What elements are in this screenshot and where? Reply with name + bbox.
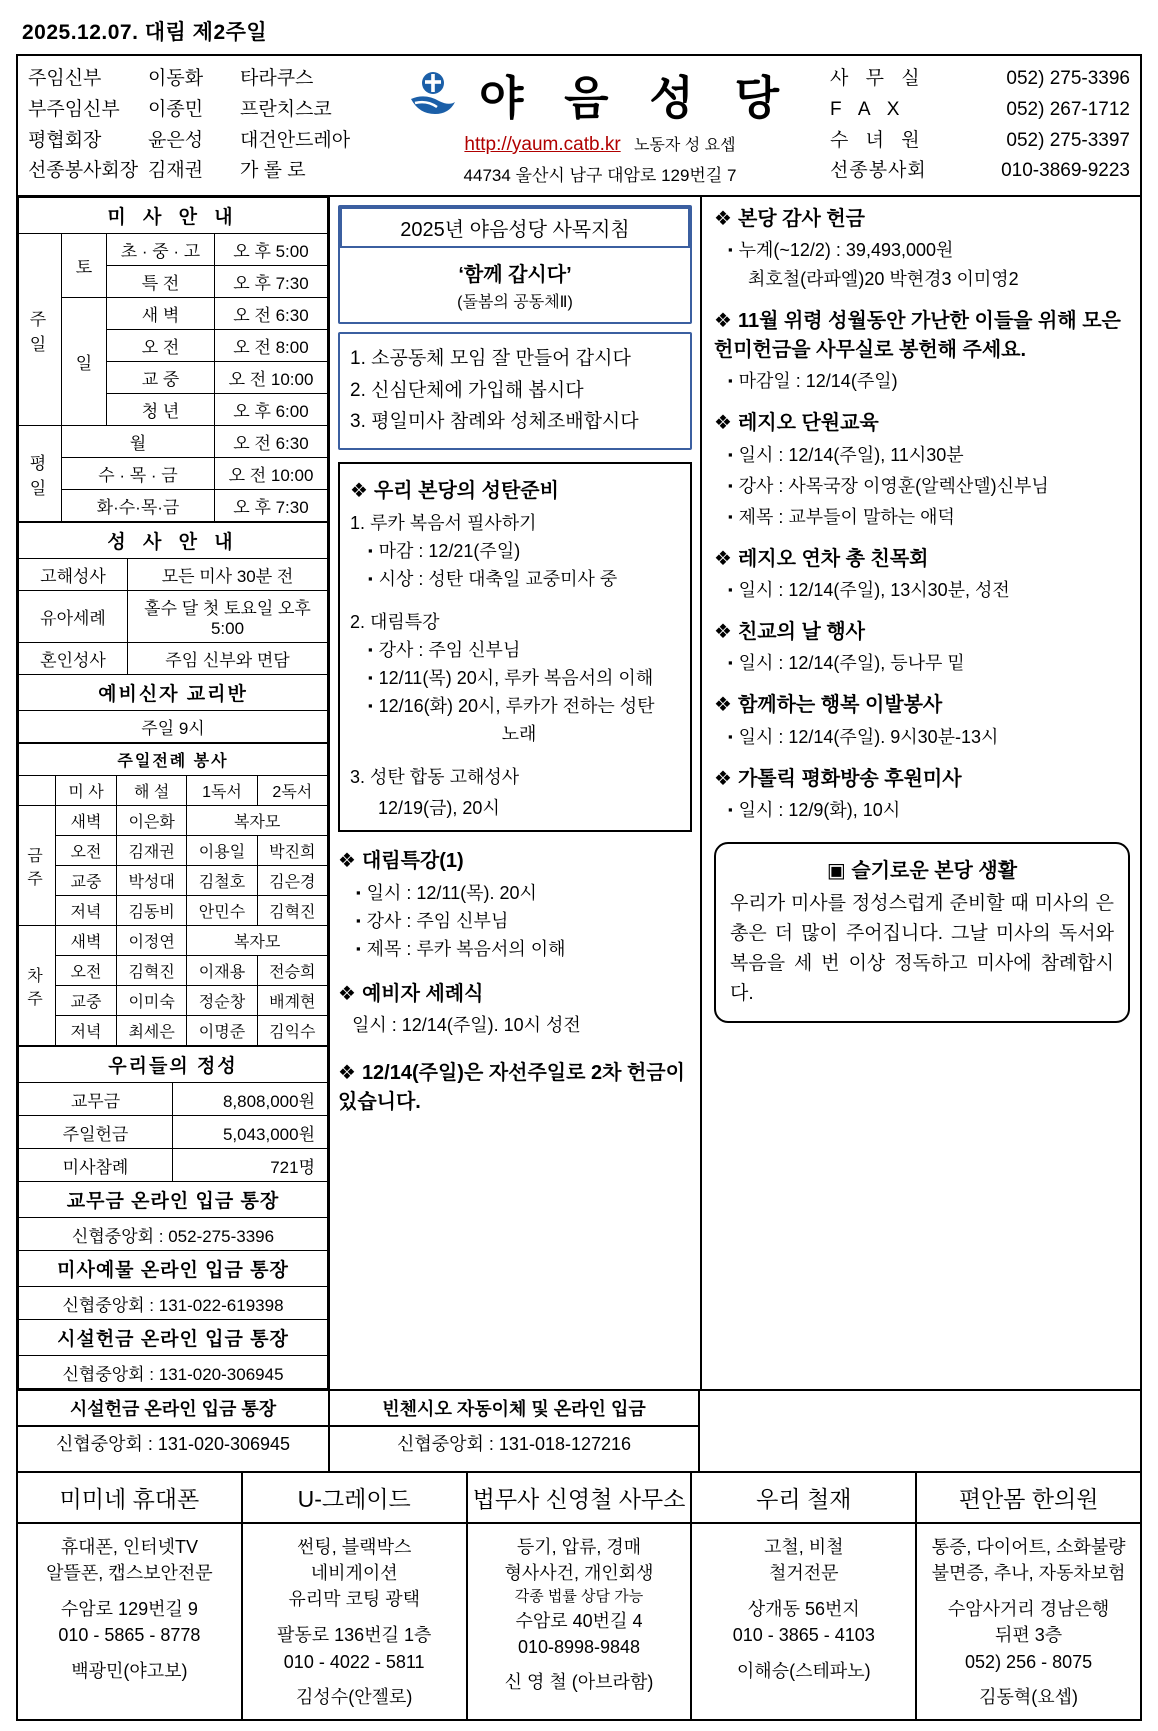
ad-phone: 010 - 4022 - 5811 (283, 1651, 425, 1672)
liturgy-mass: 오전 (56, 836, 117, 866)
offering-label: 교무금 (19, 1083, 173, 1116)
mass-name: 수 · 목 · 금 (62, 458, 215, 490)
parish-url-link[interactable]: http://yaum.catb.kr (464, 134, 621, 155)
mass-name: 화·수·목·금 (62, 490, 215, 522)
bullet-icon: ▪ (728, 582, 733, 598)
christmas-item-2-line: ▪ 강사 : 주임 신부님 (368, 639, 521, 660)
bullet-icon: ▪ (728, 446, 733, 462)
pastoral-item: 3. 평일미사 참례와 성체조배합시다 (350, 411, 639, 433)
christmas-title-text: 우리 본당의 성탄준비 (373, 479, 559, 502)
account-value-2: 신협중앙회 : 131-020-306945 (19, 1356, 328, 1389)
ad-contact: 수암사거리 경남은행 (947, 1599, 1110, 1620)
square-icon: ▣ (826, 860, 846, 883)
christmas-item-1-line: ▪ 시상 : 성탄 대축일 교중미사 중 (368, 568, 618, 589)
notice-line: ▪ 일시 : 12/14(주일), 11시30분 (728, 444, 964, 465)
wise-parish-life-box (714, 842, 1130, 1023)
ad-owner: 신 영 철 (아브라함) (504, 1672, 654, 1693)
ad-contact: 팔동로 136번길 1층 (277, 1625, 432, 1646)
staff-saint: 프란치스코 (240, 98, 332, 120)
notice-title: ❖ 함께하는 행복 이발봉사 (714, 694, 943, 717)
liturgy-reader: 복자모 (187, 806, 328, 836)
ad-note: 각종 법률 상담 가능 (514, 1588, 644, 1606)
mass-time: 오 후 7:30 (215, 490, 328, 522)
ad-owner: 김성수(안젤로) (296, 1686, 413, 1707)
notice-legio-gathering (714, 545, 1130, 604)
notice-line: ▪ 일시 : 12/14(주일), 등나무 밑 (728, 653, 965, 674)
liturgy-commentator: 김혁진 (117, 956, 187, 986)
christmas-item-2-line: ▪ 12/11(목) 20시, 루카 복음서의 이해 (368, 667, 654, 688)
sacrament-value: 홀수 달 첫 토요일 오후 5:00 (128, 591, 328, 643)
diamond-icon: ❖ (714, 694, 732, 717)
sacrament-label: 고해성사 (19, 559, 128, 591)
ad-owner: 이해승(스테파노) (736, 1660, 871, 1681)
christmas-item-2-extra: 노래 (501, 723, 537, 744)
notice-line: ▪ 마감일 : 12/14(주일) (728, 371, 898, 392)
bullet-icon: ▪ (728, 242, 733, 258)
liturgy-col-reading2: 2독서 (257, 776, 327, 806)
notice-line: ▪ 일시 : 12/9(화), 10시 (728, 800, 901, 821)
contact-label: 사 무 실 (830, 68, 926, 89)
liturgy-reader2: 김은경 (257, 866, 327, 896)
ad-mimine-phone[interactable] (18, 1473, 243, 1718)
advent-lecture-title: ❖ 대림특강(1) (338, 849, 464, 872)
liturgy-mass: 저녁 (56, 896, 117, 926)
sacrament-title: 성 사 안 내 (19, 523, 328, 559)
notice-cpbc-mass (714, 765, 1130, 824)
mass-schedule-table (18, 197, 328, 522)
bullet-icon: ▪ (356, 884, 361, 900)
notice-title: ❖ 본당 감사 헌금 (714, 208, 865, 231)
staff-title: 선종봉사회장 (28, 160, 139, 182)
ad-law-office[interactable] (468, 1473, 693, 1718)
notice-title: ❖ 가톨릭 평화방송 후원미사 (714, 767, 962, 790)
liturgy-commentator: 이정연 (117, 926, 187, 956)
advent-lecture-block (338, 844, 692, 961)
contact-value: 052) 275-3397 (1006, 129, 1130, 151)
ad-line: 통증, 다이어트, 소화불량 (931, 1537, 1126, 1558)
ad-title: 편안몸 한의원 (917, 1473, 1140, 1524)
contact-label: 수 녀 원 (830, 129, 926, 151)
liturgy-reader2: 전승희 (257, 956, 327, 986)
ad-contact: 수암로 40번길 4 (515, 1611, 643, 1632)
contact-value: 010-3869-9223 (1001, 160, 1130, 182)
ad-line: 네비게이션 (310, 1563, 398, 1584)
offering-value: 5,043,000원 (173, 1116, 328, 1149)
bullet-icon: ▪ (728, 373, 733, 389)
liturgy-mass: 저녁 (56, 1016, 117, 1046)
pastoral-quote: ‘함께 갑시다’ (458, 264, 572, 287)
notice-donors: 최호철(라파엘)20 박현경3 이미영2 (748, 269, 1019, 290)
mass-name: 오 전 (107, 330, 215, 362)
liturgy-service-table (18, 743, 328, 1046)
diamond-icon: ❖ (714, 621, 732, 644)
christmas-preparation-box (338, 462, 692, 832)
mass-group-weekday: 평 일 (19, 426, 62, 522)
mass-name: 새 벽 (107, 298, 215, 330)
right-column (702, 197, 1140, 1389)
liturgy-col-reading1: 1독서 (187, 776, 257, 806)
offering-value: 8,808,000원 (173, 1083, 328, 1116)
notice-line: ▪ 일시 : 12/14(주일), 13시30분, 성전 (728, 580, 1010, 601)
worker-patron: 노동자 성 요셉 (633, 137, 736, 154)
advent-lecture-line: ▪ 제목 : 루카 복음서의 이해 (356, 938, 566, 959)
notice-line: ▪ 제목 : 교부들이 말하는 애덕 (728, 506, 955, 527)
sacrament-value: 모든 미사 30분 전 (128, 559, 328, 591)
ad-contact: 수암로 129번길 9 (60, 1599, 198, 1620)
ad-title: U-그레이드 (243, 1473, 466, 1524)
offering-value: 721명 (173, 1149, 328, 1182)
notice-thanksgiving-offering (714, 205, 1130, 293)
mass-name: 특 전 (107, 266, 215, 298)
staff-row (28, 126, 368, 157)
bulletin-body (16, 197, 1142, 1391)
account-strip-filler (700, 1391, 1140, 1471)
bulletin-header (16, 54, 1142, 197)
contact-list (826, 56, 1140, 195)
liturgy-mass: 새벽 (56, 806, 117, 836)
liturgy-reader2: 배계현 (257, 986, 327, 1016)
ad-line: 고철, 비철 (764, 1537, 844, 1558)
account-value-1: 신협중앙회 : 131-022-619398 (19, 1287, 328, 1320)
catechumen-value: 주일 9시 (19, 711, 328, 743)
contact-label: F A X (830, 98, 906, 120)
ad-title: 우리 철재 (692, 1473, 915, 1524)
ad-title: 미미네 휴대폰 (18, 1473, 241, 1524)
diamond-icon: ❖ (338, 1061, 356, 1084)
account-title-0: 교무금 온라인 입금 통장 (19, 1182, 328, 1218)
mass-time: 오 전 10:00 (215, 458, 328, 490)
catechumen-title: 예비신자 교리반 (19, 675, 328, 711)
mass-sub-sun: 일 (62, 298, 107, 426)
notice-title: ❖ 11월 위령 성월동안 가난한 이들을 위해 모은 헌미헌금을 사무실로 봉헌해 주세요. (714, 310, 1121, 361)
left-column (18, 197, 330, 1389)
liturgy-commentator: 김재권 (117, 836, 187, 866)
diamond-icon: ❖ (714, 208, 732, 231)
notice-title: ❖ 레지오 연차 총 친목회 (714, 547, 929, 570)
liturgy-reader2: 박진희 (257, 836, 327, 866)
staff-name: 이종민 (148, 98, 204, 120)
liturgy-reader2: 김혁진 (257, 896, 327, 926)
notice-haircut-service (714, 691, 1130, 750)
liturgy-reader1: 안민수 (187, 896, 257, 926)
ad-woori-steel[interactable] (692, 1473, 917, 1718)
bullet-icon: ▪ (728, 802, 733, 818)
liturgy-commentator: 이은화 (117, 806, 187, 836)
staff-list (18, 56, 374, 195)
mass-time: 오 전 6:30 (215, 426, 328, 458)
contact-row (830, 156, 1130, 187)
mass-time: 오 후 5:00 (215, 234, 328, 266)
ad-u-grade[interactable] (243, 1473, 468, 1718)
facility-account (18, 1391, 330, 1471)
ad-owner: 김동혁(요셉) (979, 1686, 1079, 1707)
staff-saint: 타라쿠스 (240, 68, 314, 89)
christmas-item-1: 1. 루카 복음서 필사하기 (350, 512, 537, 533)
staff-title: 주임신부 (28, 68, 102, 89)
mass-time: 오 후 7:30 (215, 266, 328, 298)
pastoral-items-box (338, 332, 692, 450)
pastoral-subtitle: (돌봄의 공동체Ⅱ) (457, 294, 573, 312)
notice-line: ▪ 누계(~12/2) : 39,493,000원 (728, 240, 954, 261)
mass-schedule-title: 미 사 안 내 (19, 198, 328, 234)
account-title-1: 미사예물 온라인 입금 통장 (19, 1251, 328, 1287)
liturgy-reader1: 이재용 (187, 956, 257, 986)
mass-time: 오 후 6:00 (215, 394, 328, 426)
notice-rice-offering (714, 307, 1130, 395)
facility-account-value: 신협중앙회 : 131-020-306945 (55, 1434, 291, 1455)
mass-group-sunday: 주 일 (19, 234, 62, 426)
mass-name: 월 (62, 426, 215, 458)
liturgy-mass: 교중 (56, 866, 117, 896)
staff-title: 평협회장 (28, 129, 102, 151)
ad-phone: 010 - 3865 - 4103 (732, 1625, 875, 1646)
staff-name: 이동화 (148, 68, 204, 89)
staff-saint: 가 롤 로 (240, 160, 306, 182)
diamond-icon: ❖ (338, 849, 356, 872)
mass-name: 초 · 중 · 고 (107, 234, 215, 266)
liturgy-mass: 오전 (56, 956, 117, 986)
bullet-icon: ▪ (728, 728, 733, 744)
offering-table (18, 1046, 328, 1389)
staff-name: 윤은성 (148, 129, 204, 151)
notice-legio-education (714, 409, 1130, 530)
ad-line: 불면증, 추나, 자동차보험 (931, 1563, 1126, 1584)
liturgy-reader1: 정순창 (187, 986, 257, 1016)
mass-time: 오 전 8:00 (215, 330, 328, 362)
mass-time: 오 전 6:30 (215, 298, 328, 330)
middle-column (330, 197, 702, 1389)
baptism-title: ❖ 예비자 세례식 (338, 982, 484, 1005)
contact-row (830, 64, 1130, 95)
mass-sub-sat: 토 (62, 234, 107, 298)
notice-line: ▪ 강사 : 사목국장 이영훈(알렉산델)신부님 (728, 475, 1049, 496)
mass-name: 청 년 (107, 394, 215, 426)
liturgy-week-label: 차 주 (19, 926, 56, 1046)
ad-phone: 052) 256 - 8075 (965, 1651, 1093, 1672)
pastoral-item: 1. 소공동체 모임 잘 만들어 갑시다 (350, 348, 631, 370)
baptism-line: 일시 : 12/14(주일). 10시 성전 (352, 1014, 581, 1035)
liturgy-mass: 새벽 (56, 926, 117, 956)
account-title-2: 시설헌금 온라인 입금 통장 (19, 1320, 328, 1356)
ad-line: 형사사건, 개인회생 (504, 1563, 654, 1584)
sacrament-label: 유아세례 (19, 591, 128, 643)
vincent-account-title: 빈첸시오 자동이체 및 온라인 입금 (330, 1391, 698, 1427)
ad-line: 유리막 코팅 광택 (288, 1589, 421, 1610)
notice-line: ▪ 일시 : 12/14(주일). 9시30분-13시 (728, 726, 999, 747)
diamond-icon: ❖ (714, 767, 732, 790)
bullet-icon: ▪ (356, 940, 361, 956)
contact-value: 052) 275-3396 (1006, 68, 1130, 89)
liturgy-reader1: 이용일 (187, 836, 257, 866)
mass-time: 오 전 10:00 (215, 362, 328, 394)
advent-lecture-line: ▪ 일시 : 12/11(목). 20시 (356, 882, 537, 903)
liturgy-commentator: 김동비 (117, 896, 187, 926)
liturgy-col-commentator: 해 설 (117, 776, 187, 806)
contact-label: 선종봉사회 (830, 160, 927, 182)
advertisement-row (16, 1473, 1142, 1720)
notice-fellowship-day (714, 618, 1130, 677)
ad-line: 알뜰폰, 캡스보안전문 (46, 1563, 213, 1584)
diamond-icon: ❖ (714, 412, 732, 435)
liturgy-commentator: 최세은 (117, 1016, 187, 1046)
christmas-item-1-line: ▪ 마감 : 12/21(주일) (368, 540, 521, 561)
ad-contact: 뒤편 3층 (994, 1625, 1063, 1646)
pastoral-box-title: 2025년 야음성당 사목지침 (340, 207, 690, 248)
sacrament-label: 혼인성사 (19, 643, 128, 675)
liturgy-reader: 복자모 (187, 926, 328, 956)
ad-oriental-clinic[interactable] (917, 1473, 1140, 1718)
liturgy-commentator: 박성대 (117, 866, 187, 896)
sacrament-value: 주임 신부와 면담 (128, 643, 328, 675)
christmas-item-3-line: 12/19(금), 20시 (378, 797, 500, 818)
vincent-account-value: 신협중앙회 : 131-018-127216 (396, 1434, 632, 1455)
charity-sunday-notice: ❖ 12/14(주일)은 자선주일로 2차 헌금이 있습니다. (338, 1061, 685, 1113)
liturgy-reader2: 김익수 (257, 1016, 327, 1046)
christmas-item-3: 3. 성탄 합동 고해성사 (350, 766, 520, 787)
ad-line: 휴대폰, 인터넷TV (60, 1537, 199, 1558)
bullet-icon: ▪ (368, 570, 373, 586)
liturgy-commentator: 이미숙 (117, 986, 187, 1016)
ad-line: 철거전문 (769, 1563, 839, 1584)
liturgy-reader1: 이명준 (187, 1016, 257, 1046)
ad-phone: 010 - 5865 - 8778 (58, 1625, 201, 1646)
contact-row (830, 95, 1130, 126)
christmas-item-2-line: ▪ 12/16(화) 20시, 루카가 전하는 성탄 (368, 695, 655, 716)
offering-label: 주일헌금 (19, 1116, 173, 1149)
baptism-block (338, 977, 692, 1038)
staff-saint: 대건안드레아 (240, 129, 351, 151)
bullet-icon: ▪ (368, 641, 373, 657)
notice-title: ❖ 친교의 날 행사 (714, 621, 865, 644)
liturgy-week-label: 금 주 (19, 806, 56, 926)
diamond-icon: ❖ (350, 479, 368, 502)
liturgy-col-mass: 미 사 (56, 776, 117, 806)
contact-value: 052) 267-1712 (1006, 98, 1130, 120)
ad-line: 썬팅, 블랙박스 (297, 1537, 412, 1558)
offering-label: 미사참례 (19, 1149, 173, 1182)
pastoral-guideline-box (338, 205, 692, 324)
diamond-icon: ❖ (338, 982, 356, 1005)
ad-line: 등기, 압류, 경매 (516, 1537, 642, 1558)
christmas-item-2: 2. 대림특강 (350, 611, 440, 632)
ad-title: 법무사 신영철 사무소 (468, 1473, 691, 1524)
bullet-icon: ▪ (368, 542, 373, 558)
staff-name: 김재권 (148, 160, 204, 182)
account-value-0: 신협중앙회 : 052-275-3396 (19, 1218, 328, 1251)
staff-row (28, 156, 368, 187)
parish-address: 44734 울산시 남구 대암로 129번길 7 (463, 166, 737, 185)
pastoral-item: 2. 신심단체에 가입해 봅시다 (350, 379, 584, 401)
ad-contact: 상개동 56번지 (747, 1599, 860, 1620)
diamond-icon: ❖ (714, 547, 732, 570)
bullet-icon: ▪ (728, 477, 733, 493)
liturgy-title: 주일전례 봉사 (19, 744, 328, 776)
ad-phone: 010-8998-9848 (517, 1637, 641, 1658)
mass-name: 교 중 (107, 362, 215, 394)
dateline: 2025.12.07. 대림 제2주일 (22, 21, 268, 44)
parish-logo-icon (407, 69, 459, 121)
facility-account-title: 시설헌금 온라인 입금 통장 (18, 1391, 328, 1427)
notice-title: ❖ 레지오 단원교육 (714, 412, 879, 435)
staff-row (28, 95, 368, 126)
bullet-icon: ▪ (356, 912, 361, 928)
offering-title: 우리들의 정성 (19, 1047, 328, 1083)
ad-owner: 백광민(야고보) (71, 1660, 188, 1681)
liturgy-reader1: 김철호 (187, 866, 257, 896)
contact-row (830, 126, 1130, 157)
staff-title: 부주임신부 (28, 98, 120, 120)
bullet-icon: ▪ (368, 669, 373, 685)
parish-name: 야 음 성 당 (478, 72, 794, 124)
bullet-icon: ▪ (728, 655, 733, 671)
diamond-icon: ❖ (714, 310, 732, 333)
vincent-account (330, 1391, 700, 1471)
wise-title: ▣ 슬기로운 본당 생활 (826, 860, 1018, 883)
sacrament-table (18, 522, 328, 743)
wise-body: 우리가 미사를 정성스럽게 준비할 때 미사의 은총은 더 많이 주어집니다. 그날 미사의 독서와 복음을 세 번 이상 정독하고 미사에 참례합시다. (730, 893, 1114, 1005)
parish-identity (374, 56, 826, 195)
bullet-icon: ▪ (728, 508, 733, 524)
christmas-title (350, 474, 680, 503)
staff-row (28, 64, 368, 95)
liturgy-mass: 교중 (56, 986, 117, 1016)
bottom-account-strip (16, 1391, 1142, 1473)
bullet-icon: ▪ (368, 697, 373, 713)
advent-lecture-line: ▪ 강사 : 주임 신부님 (356, 910, 509, 931)
